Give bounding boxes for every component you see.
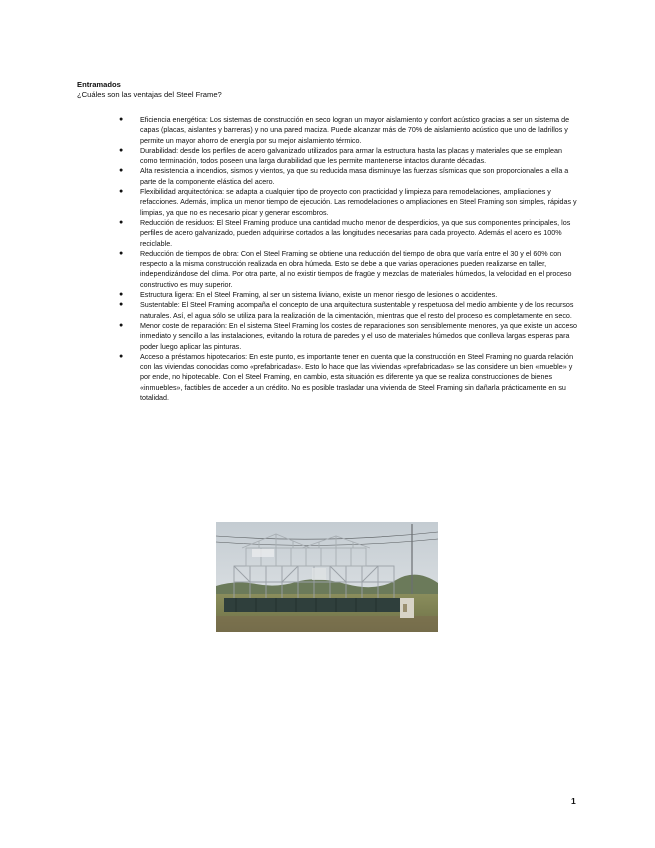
- section-question: ¿Cuáles son las ventajas del Steel Frame?: [77, 90, 222, 100]
- bullet-icon: ●: [119, 146, 124, 154]
- document-heading: [77, 80, 222, 100]
- list-item: [119, 187, 580, 218]
- list-item-text: Durabilidad: desde los perfiles de acero galvanizado utilizados para armar la estructura hasta las placas y materiales que se emplean como terminación, todos poseen una larga durabilidad que les permite mantenerse intactos durante décadas.: [140, 146, 562, 166]
- list-item: [119, 290, 580, 300]
- bullet-icon: ●: [119, 249, 124, 257]
- list-item-text: Reducción de tiempos de obra: Con el Steel Framing se obtiene una reducción del tiempo de obra que varía entre el 30 y el 60% con respecto a la misma construcción realizada en obra húmeda. Esto se debe a que varias operaciones pueden realizarse en taller, independizándose del clima. Por otra parte, al no existir tiempos de fragüe y mezclas de materiales húmedos, la velocidad en el proceso constructivo es muy superior.: [140, 249, 572, 289]
- bullet-icon: ●: [119, 301, 124, 309]
- advantages-list: [119, 115, 580, 403]
- list-item: [119, 321, 580, 352]
- bullet-icon: ●: [119, 116, 124, 123]
- list-item-text: Acceso a préstamos hipotecarios: En este punto, es importante tener en cuenta que la construcción en Steel Framing no guarda relación con las viviendas conocidas como «prefabricadas». Esto lo hace que las viviendas «prefabricadas» se las considere un bien «mueble» y por ende, no hipotecable. Con el Steel Framing, en cambio, esta situación es diferente ya que se realiza construcciones de bienes «inmuebles», factibles de acceder a un crédito. No es posible trasladar una vivienda de Steel Framing sin dañarla prácticamente en su totalidad.: [140, 352, 574, 403]
- list-item-text: Eficiencia energética: Los sistemas de construcción en seco logran un mayor aislamiento y confort acústico gracias a ser un sistema de capas (placas, aislantes y barreras) y no una pared maciza. Puede alcanzar más de 70% de aislamiento acústico que uno de ladrillos y permite un mayor ahorro de energía por su mejor aislamiento térmico.: [140, 116, 570, 145]
- list-item: [119, 115, 580, 146]
- list-item: [119, 352, 580, 403]
- list-item: [119, 300, 580, 321]
- bullet-icon: ●: [119, 167, 124, 175]
- bullet-icon: ●: [119, 321, 124, 329]
- list-item: [119, 146, 580, 167]
- bullet-icon: ●: [119, 291, 124, 299]
- list-item-text: Alta resistencia a incendios, sismos y vientos, ya que su reducida masa disminuye las fuerzas sísmicas que son proporcionales a ella a parte de la componente elástica del acero.: [140, 167, 569, 186]
- bullet-icon: ●: [119, 352, 124, 360]
- list-item: [119, 166, 580, 187]
- list-item-text: Flexibilidad arquitectónica: se adapta a cualquier tipo de proyecto con practicidad y limpieza para remodelaciones, ampliaciones y refacciones. Además, implica un menor tiempo de ejecución. Las remodelaciones o ampliaciones en Steel Framing son simples, rápidas y limpias, ya que no es necesario picar y generar escombros.: [140, 188, 577, 217]
- section-title: Entramados: [77, 80, 121, 89]
- list-item-text: Reducción de residuos: El Steel Framing produce una cantidad mucho menor de desperdicios, ya que sus componentes principales, los perfiles de acero galvanizado, pueden adquirirse cortados a las longitudes necesarias para cada proyecto. Además el acero es 100% reciclable.: [140, 218, 571, 248]
- list-item: [119, 249, 580, 290]
- list-item-text: Estructura ligera: En el Steel Framing, al ser un sistema liviano, existe un menor riesgo de lesiones o accidentes.: [140, 291, 498, 300]
- list-item-text: Sustentable: El Steel Framing acompaña el concepto de una arquitectura sustentable y respetuosa del medio ambiente y de los recursos naturales. Así, el agua sólo se utiliza para la realización de la cimentación, mientras que el resto del proceso es completamente en seco.: [140, 301, 574, 320]
- bullet-icon: ●: [119, 188, 124, 196]
- steel-frame-construction-photo: [216, 522, 438, 632]
- bullet-icon: ●: [119, 218, 124, 226]
- list-item-text: Menor coste de reparación: En el sistema Steel Framing los costes de reparaciones son sensiblemente menores, ya que existe un acceso inmediato y sencillo a las instalaciones, evitando la rotura de paredes y el uso de materiales húmedos que conlleva largas esperas para poder luego aplicar las pinturas.: [140, 321, 577, 351]
- list-item: [119, 218, 580, 249]
- page-number: 1: [571, 796, 576, 806]
